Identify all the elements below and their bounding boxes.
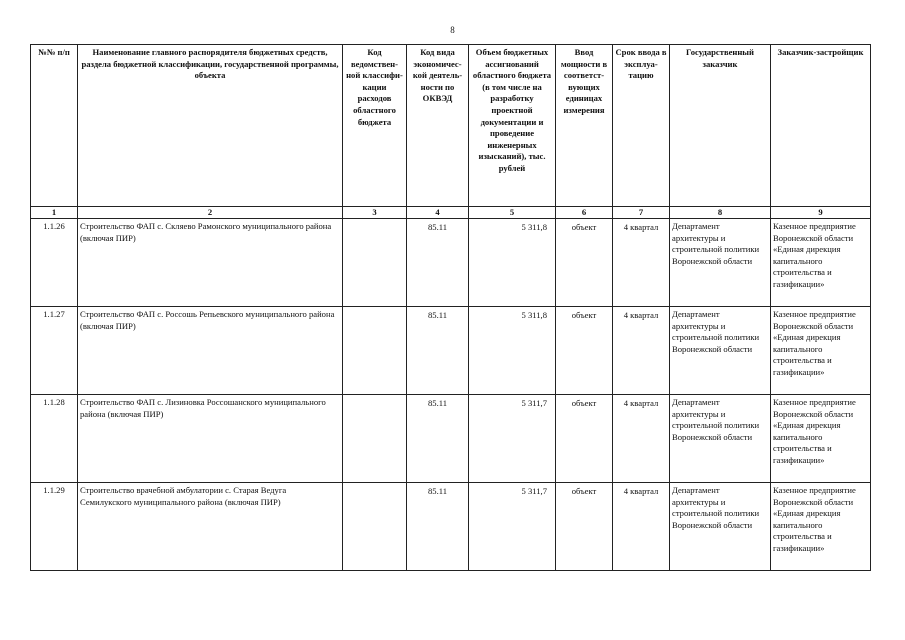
column-number: 3 (343, 207, 407, 219)
budget-volume: 5 311,7 (469, 395, 556, 483)
header-volume: Объем бюджетных ассигнований областного бюджета (в том числе на разработку проектной документации и проведение инженерных изысканий), тыс. рублей (469, 45, 556, 207)
page-number: 8 (450, 25, 455, 35)
budget-volume: 5 311,8 (469, 219, 556, 307)
row-number: 1.1.26 (31, 219, 78, 307)
customer-developer: Казенное предприятие Воронежской области «Единая дирекция капитального строительства и газификации» (771, 307, 871, 395)
budget-table (30, 44, 871, 571)
table-row (31, 307, 871, 395)
state-customer: Департамент архитектуры и строительной политики Воронежской области (670, 395, 771, 483)
expense-code (343, 483, 407, 571)
column-number: 8 (670, 207, 771, 219)
state-customer: Департамент архитектуры и строительной политики Воронежской области (670, 219, 771, 307)
header-num: №№ п/п (31, 45, 78, 207)
customer-developer: Казенное предприятие Воронежской области «Единая дирекция капитального строительства и газификации» (771, 395, 871, 483)
column-number: 5 (469, 207, 556, 219)
header-term: Срок ввода в эксплуа-тацию (613, 45, 670, 207)
okved-code: 85.11 (407, 483, 469, 571)
customer-developer: Казенное предприятие Воронежской области «Единая дирекция капитального строительства и газификации» (771, 483, 871, 571)
header-developer: Заказчик-застройщик (771, 45, 871, 207)
expense-code (343, 219, 407, 307)
column-number: 7 (613, 207, 670, 219)
table-row (31, 395, 871, 483)
budget-volume: 5 311,7 (469, 483, 556, 571)
column-number: 1 (31, 207, 78, 219)
header-okved: Код вида экономичес-кой деятель-ности по ОКВЭД (407, 45, 469, 207)
commissioning-term: 4 квартал (613, 219, 670, 307)
capacity-unit: объект (556, 483, 613, 571)
object-name: Строительство ФАП с. Лизиновка Россошанского муниципального района (включая ПИР) (78, 395, 343, 483)
budget-volume: 5 311,8 (469, 307, 556, 395)
state-customer: Департамент архитектуры и строительной политики Воронежской области (670, 307, 771, 395)
row-number: 1.1.28 (31, 395, 78, 483)
commissioning-term: 4 квартал (613, 307, 670, 395)
column-number: 2 (78, 207, 343, 219)
customer-developer: Казенное предприятие Воронежской области «Единая дирекция капитального строительства и газификации» (771, 219, 871, 307)
okved-code: 85.11 (407, 219, 469, 307)
okved-code: 85.11 (407, 395, 469, 483)
capacity-unit: объект (556, 395, 613, 483)
expense-code (343, 307, 407, 395)
capacity-unit: объект (556, 307, 613, 395)
column-number: 9 (771, 207, 871, 219)
header-row (31, 45, 871, 207)
header-capacity: Ввод мощности в соответст-вующих единицах измерения (556, 45, 613, 207)
header-code: Код ведомствен-ной классифи-кации расходов областного бюджета (343, 45, 407, 207)
object-name: Строительство ФАП с. Скляево Рамонского муниципального района (включая ПИР) (78, 219, 343, 307)
commissioning-term: 4 квартал (613, 483, 670, 571)
okved-code: 85.11 (407, 307, 469, 395)
header-name: Наименование главного распорядителя бюджетных средств, раздела бюджетной классификации, государственной программы, объекта (78, 45, 343, 207)
row-number: 1.1.27 (31, 307, 78, 395)
table-row (31, 219, 871, 307)
object-name: Строительство врачебной амбулатории с. Старая Ведуга Семилукского муниципального района (включая ПИР) (78, 483, 343, 571)
column-number: 6 (556, 207, 613, 219)
capacity-unit: объект (556, 219, 613, 307)
object-name: Строительство ФАП с. Россошь Репьевского муниципального района (включая ПИР) (78, 307, 343, 395)
expense-code (343, 395, 407, 483)
column-number-row (31, 207, 871, 219)
header-customer: Государственный заказчик (670, 45, 771, 207)
state-customer: Департамент архитектуры и строительной политики Воронежской области (670, 483, 771, 571)
commissioning-term: 4 квартал (613, 395, 670, 483)
table-row (31, 483, 871, 571)
row-number: 1.1.29 (31, 483, 78, 571)
column-number: 4 (407, 207, 469, 219)
